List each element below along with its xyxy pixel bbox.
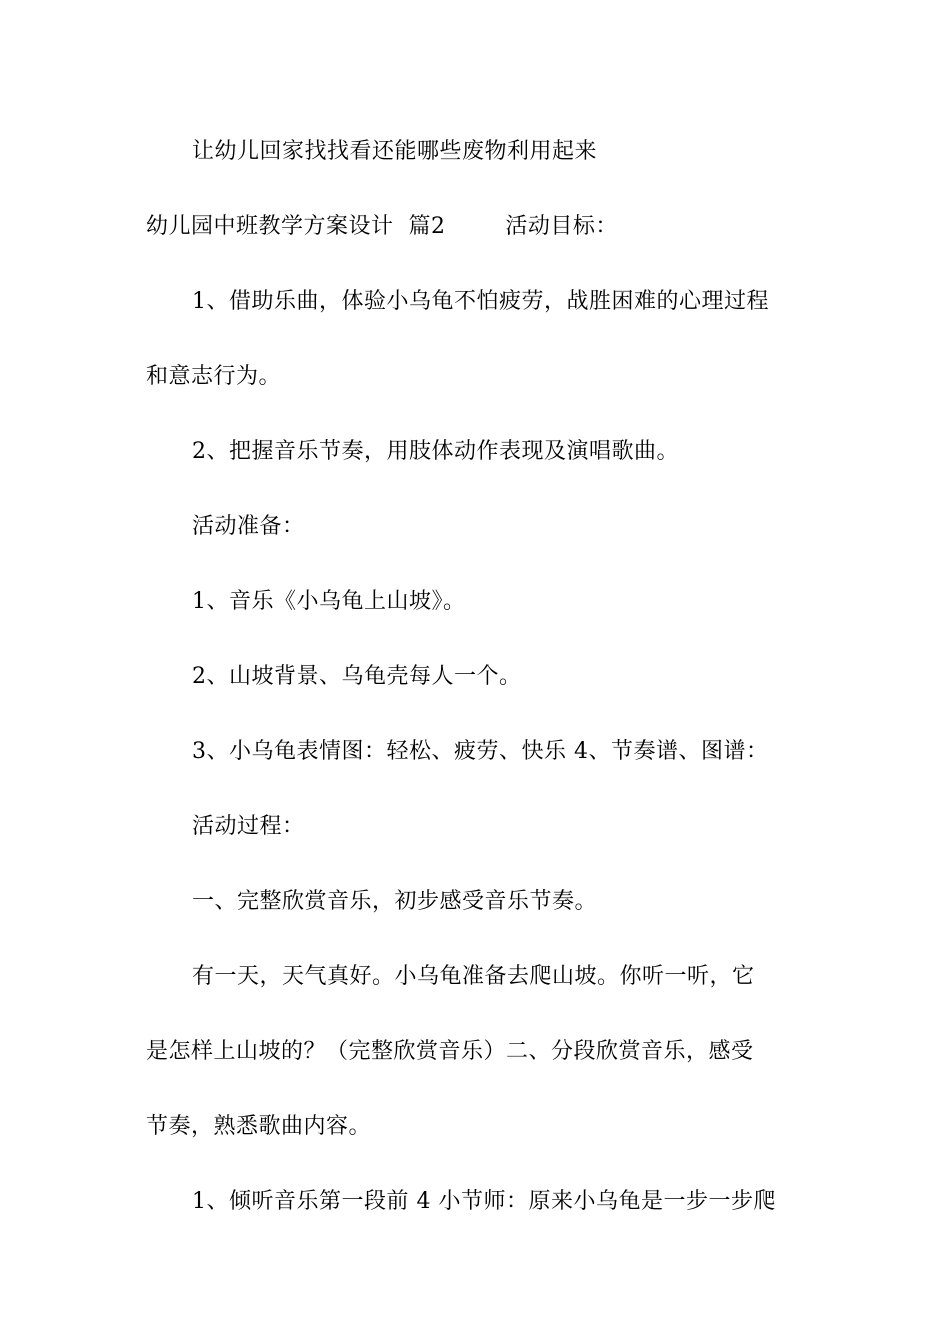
paragraph-line: 2、把握音乐节奏，用肢体动作表现及演唱歌曲。 xyxy=(192,439,679,464)
paragraph-line: 3、小乌龟表情图：轻松、疲劳、快乐 4、节奏谱、图谱： xyxy=(192,739,769,764)
paragraph-line: 1、借助乐曲，体验小乌龟不怕疲劳，战胜困难的心理过程 xyxy=(192,289,769,314)
paragraph-line: 2、山坡背景、乌龟壳每人一个。 xyxy=(192,664,522,689)
paragraph-line: 1、倾听音乐第一段前 4 小节师：原来小乌龟是一步一步爬 xyxy=(192,1189,776,1214)
paragraph-line: 节奏，熟悉歌曲内容。 xyxy=(146,1114,372,1139)
paragraph-line: 一、完整欣赏音乐，初步感受音乐节奏。 xyxy=(192,889,598,914)
paragraph-line: 1、音乐《小乌龟上山坡》。 xyxy=(192,589,466,614)
paragraph-line: 让幼儿回家找找看还能哪些废物利用起来 xyxy=(192,139,598,164)
subheading: 活动过程： xyxy=(192,814,305,839)
paragraph-line: 有一天，天气真好。小乌龟准备去爬山坡。你听一听，它 xyxy=(192,964,755,989)
subheading: 活动准备： xyxy=(192,514,305,539)
paragraph-line: 是怎样上山坡的？（完整欣赏音乐）二、分段欣赏音乐，感受 xyxy=(146,1039,754,1064)
section-heading: 幼儿园中班教学方案设计 篇2 活动目标： xyxy=(146,214,618,239)
paragraph-line: 和意志行为。 xyxy=(146,364,282,389)
